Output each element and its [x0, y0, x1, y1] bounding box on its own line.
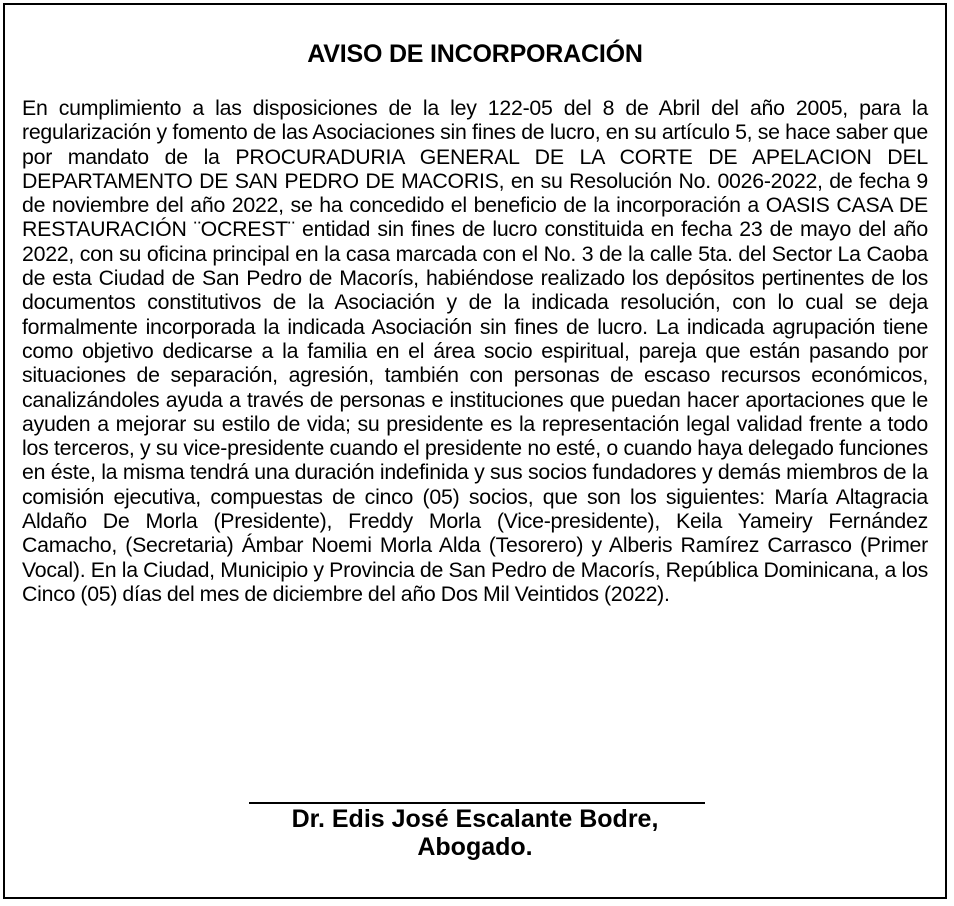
legal-notice	[3, 3, 947, 899]
signer-name: Dr. Edis José Escalante Bodre,	[291, 805, 659, 833]
notice-title: AVISO DE INCORPORACIÓN	[307, 40, 643, 68]
signature-line	[249, 802, 705, 804]
signer-title: Abogado.	[417, 833, 533, 861]
notice-body: En cumplimiento a las disposiciones de la ley 122-05 del 8 de Abril del año 2005, para la regularización y fomento de las Asociaciones sin fines de lucro, en su artículo 5, se hace saber que por mandato de la PROCURADURIA GENERAL DE LA CORTE DE APELACION DEL DEPARTAMENTO DE SAN PEDRO DE MACORIS, en su Resolución No. 0026-2022, de fecha 9 de noviembre del año 2022, se ha concedido el beneficio de la incorporación a OASIS CASA DE RESTAURACIÓN ¨OCREST¨ entidad sin fines de lucro constituida en fecha 23 de mayo del año 2022, con su oficina principal en la casa marcada con el No. 3 de la calle 5ta. del Sector La Caoba de esta Ciudad de San Pedro de Macorís, habiéndose realizado los depósitos pertinentes de los documentos constitutivos de la Asociación y de la indicada resolución, con lo cual se deja formalmente incorporada la indicada Asociación sin fines de lucro. La indicada agrupación tiene como objetivo dedicarse a la familia en el área socio espiritual, pareja que están pasando por situaciones de separación, agresión, también con personas de escaso recursos económicos, canalizándoles ayuda a través de personas e instituciones que puedan hacer aportaciones que le ayuden a mejorar su estilo de vida; su presidente es la representación legal validad frente a todo los terceros, y su vice-presidente cuando el presidente no esté, o cuando haya delegado funciones en éste, la misma tendrá una duración indefinida y sus socios fundadores y demás miembros de la comisión ejecutiva, compuestas de cinco (05) socios, que son los siguientes: María Altagracia Aldaño De Morla (Presidente), Freddy Morla (Vice-presidente), Keila Yameiry Fernández Camacho, (Secretaria) Ámbar Noemi Morla Alda (Tesorero) y Alberis Ramírez Carrasco (Primer Vocal). En la Ciudad, Municipio y Provincia de San Pedro de Macorís, República Dominicana, a los Cinco (05) días del mes de diciembre del año Dos Mil Veintidos (2022).	[22, 96, 928, 606]
